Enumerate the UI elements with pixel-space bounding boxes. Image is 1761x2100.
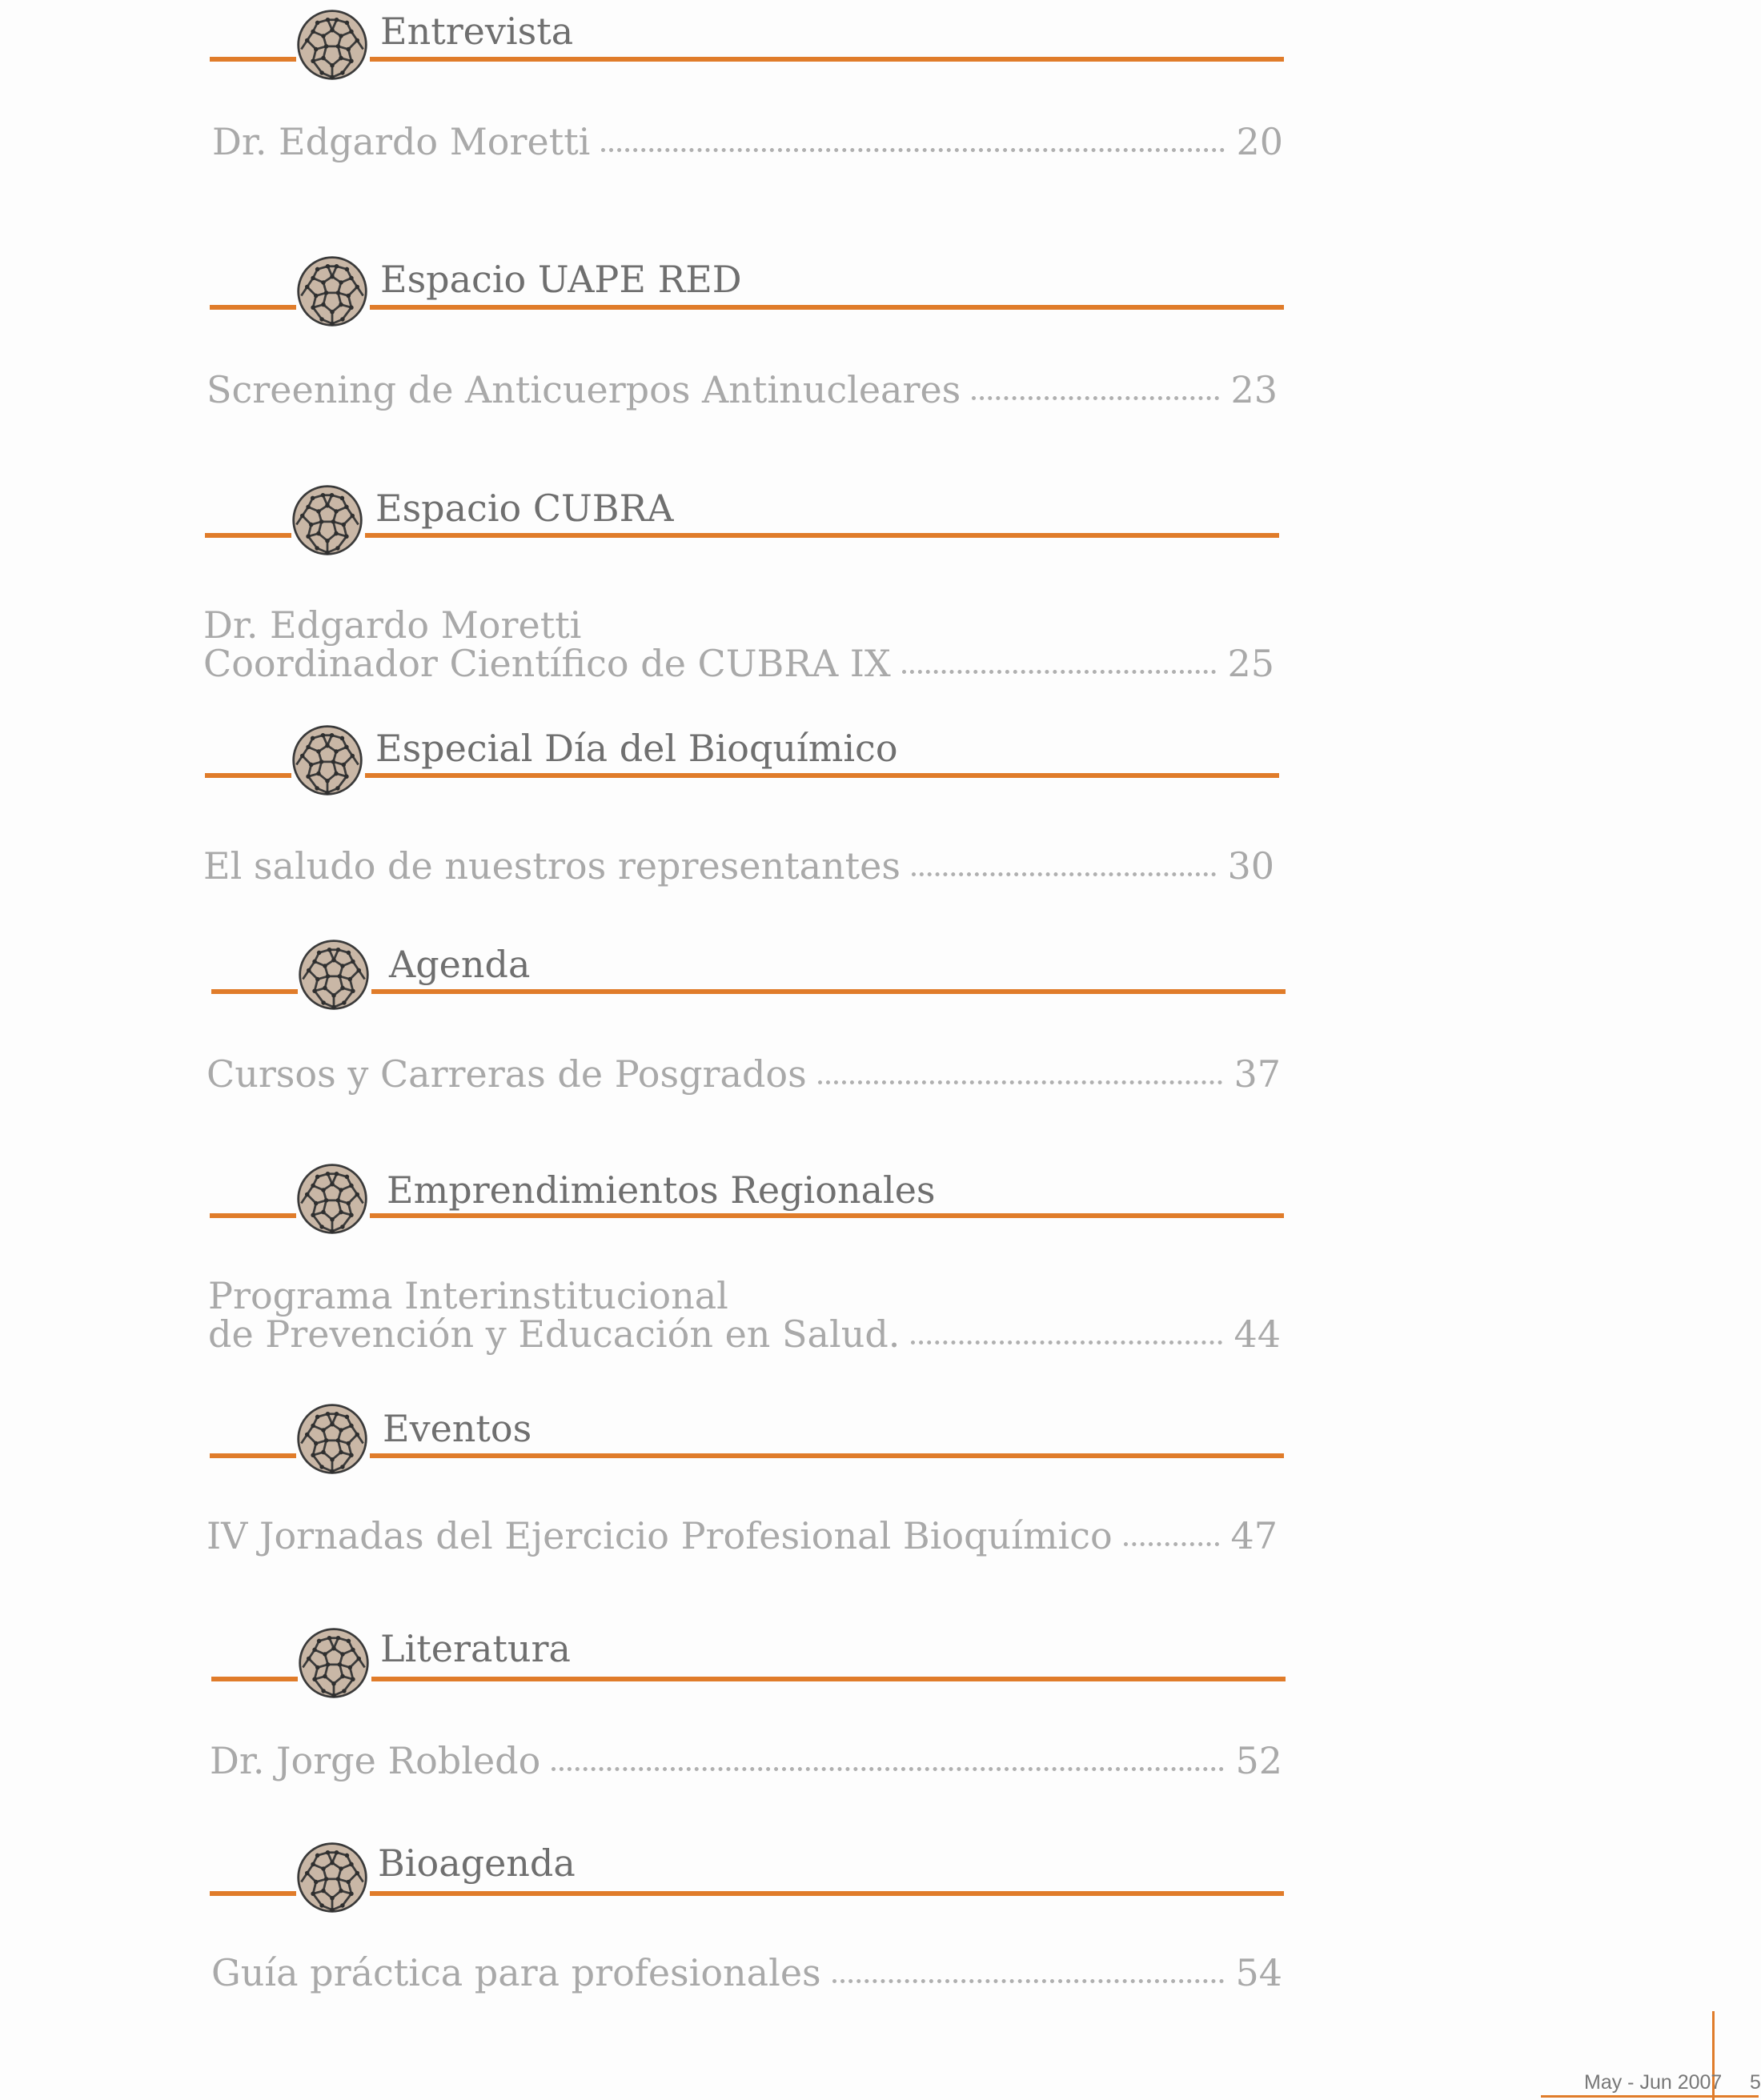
fullerene-ball-icon xyxy=(295,254,369,328)
page-number: 23 xyxy=(1230,368,1278,411)
toc-entry[interactable] xyxy=(210,1741,1282,1780)
section-rule xyxy=(370,1453,1284,1458)
section-title: Espacio CUBRA xyxy=(375,487,674,530)
toc-entry[interactable] xyxy=(207,1052,1281,1096)
page-number: 54 xyxy=(1235,1951,1282,1994)
dot-leader xyxy=(818,1080,1223,1084)
dot-leader xyxy=(911,1341,1222,1345)
fullerene-ball-icon xyxy=(291,723,364,797)
dot-leader xyxy=(902,670,1217,674)
section-rule xyxy=(365,773,1279,778)
dot-leader xyxy=(832,1979,1225,1983)
section-rule-left xyxy=(210,1453,296,1458)
section-rule-left xyxy=(210,305,296,310)
section-rule-left xyxy=(210,1891,296,1896)
section-rule xyxy=(370,305,1284,310)
section-title: Eventos xyxy=(383,1407,532,1450)
fullerene-ball-icon xyxy=(295,1402,369,1476)
issue-date: May - Jun 2007 xyxy=(1584,2071,1723,2094)
section-title: Espacio UAPE RED xyxy=(380,258,742,301)
page-number: 52 xyxy=(1235,1739,1282,1782)
toc-entry[interactable] xyxy=(203,603,1274,685)
fullerene-ball-icon xyxy=(295,1841,369,1914)
footer-divider-horizontal xyxy=(1541,2095,1759,2098)
section-rule-left xyxy=(205,533,291,538)
page-number: 47 xyxy=(1230,1514,1278,1557)
toc-entry[interactable] xyxy=(207,368,1278,411)
page-number: 20 xyxy=(1236,120,1283,163)
section-rule-left xyxy=(210,57,296,62)
toc-entry[interactable] xyxy=(212,122,1283,161)
fullerene-ball-icon xyxy=(295,8,369,82)
entry-text: Dr. Jorge Robledo xyxy=(210,1739,541,1782)
toc-entry[interactable] xyxy=(211,1951,1282,1994)
entry-text: Guía práctica para profesionales xyxy=(211,1951,821,1994)
entry-text: Coordinador Científico de CUBRA IX xyxy=(203,642,891,685)
section-rule xyxy=(371,1677,1286,1681)
page-number: 37 xyxy=(1234,1052,1281,1096)
section-rule-left xyxy=(211,989,298,994)
page-number: 25 xyxy=(1227,642,1274,685)
dot-leader xyxy=(1124,1542,1220,1546)
page-number-footer: 5 xyxy=(1750,2071,1761,2094)
section-title: Bioagenda xyxy=(378,1842,576,1885)
section-rule xyxy=(370,1213,1284,1218)
section-title: Agenda xyxy=(389,943,531,986)
fullerene-ball-icon xyxy=(295,1162,369,1236)
entry-text: Dr. Edgardo Moretti xyxy=(203,603,582,647)
page-number: 30 xyxy=(1227,844,1274,888)
toc-entry[interactable] xyxy=(203,844,1274,888)
dot-leader xyxy=(912,872,1216,876)
entry-text: Dr. Edgardo Moretti xyxy=(212,120,591,163)
dot-leader xyxy=(601,148,1225,152)
toc-entry[interactable] xyxy=(207,1514,1278,1557)
section-rule-left xyxy=(210,1213,296,1218)
section-title: Literatura xyxy=(380,1627,571,1670)
entry-text: El saludo de nuestros representantes xyxy=(203,844,901,888)
section-title: Entrevista xyxy=(380,10,574,53)
entry-text: Screening de Anticuerpos Antinucleares xyxy=(207,368,961,411)
fullerene-ball-icon xyxy=(297,938,371,1012)
dot-leader xyxy=(972,396,1219,400)
fullerene-ball-icon xyxy=(291,483,364,557)
entry-text: de Prevención y Educación en Salud. xyxy=(208,1312,901,1356)
page-number: 44 xyxy=(1234,1312,1281,1356)
entry-text: Programa Interinstitucional xyxy=(208,1274,728,1317)
toc-entry[interactable] xyxy=(208,1274,1281,1356)
section-rule-left xyxy=(205,773,291,778)
dot-leader xyxy=(552,1767,1224,1771)
section-title: Especial Día del Bioquímico xyxy=(375,727,898,770)
section-rule-left xyxy=(211,1677,298,1681)
section-title: Emprendimientos Regionales xyxy=(387,1168,936,1212)
entry-text: Cursos y Carreras de Posgrados xyxy=(207,1052,807,1096)
section-rule xyxy=(365,533,1279,538)
fullerene-ball-icon xyxy=(297,1626,371,1700)
section-rule xyxy=(371,989,1286,994)
section-rule xyxy=(370,57,1284,62)
section-rule xyxy=(370,1891,1284,1896)
entry-text: IV Jornadas del Ejercicio Profesional Bioquímico xyxy=(207,1514,1113,1557)
